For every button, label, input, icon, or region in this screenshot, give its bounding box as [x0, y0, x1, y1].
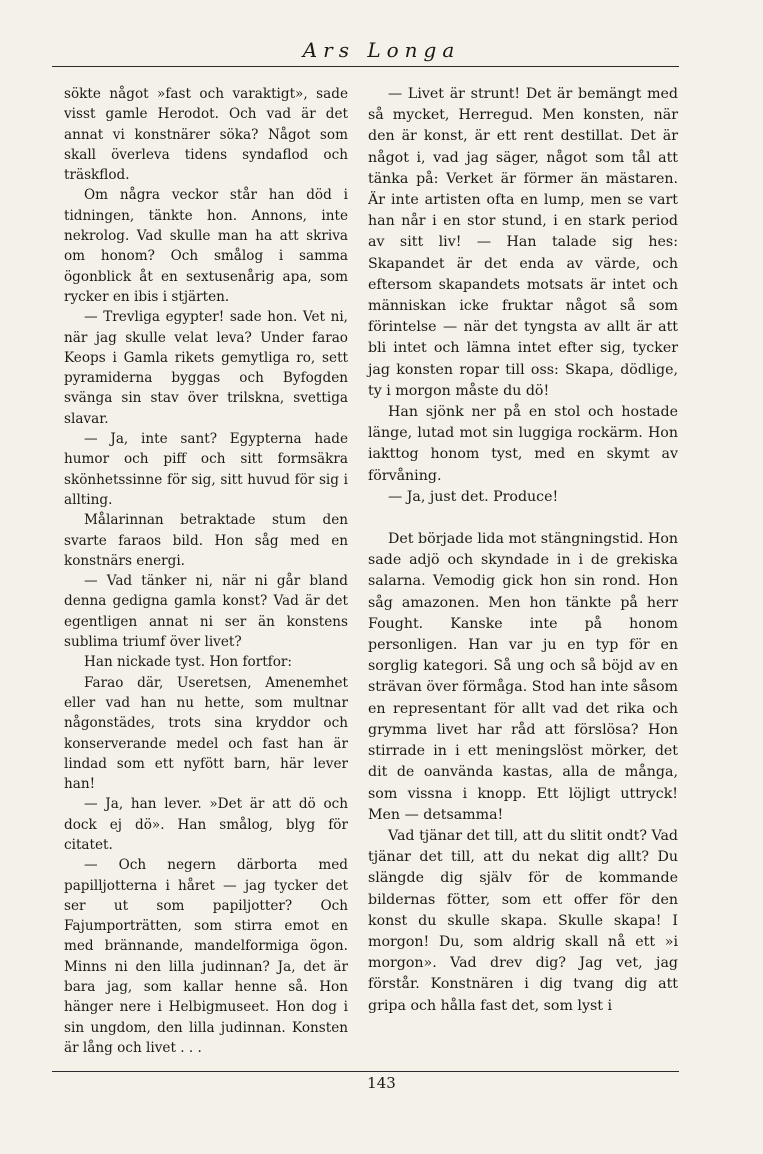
paragraph: — Vad tänker ni, när ni går bland denna gedigna gamla konst? Vad är det egentligen annat ni ser än konstens sublima triumf över livet?	[64, 573, 348, 651]
left-column	[64, 84, 348, 1058]
paragraph: Om några veckor står han död i tidningen, tänkte hon. Annons, inte nekrolog. Vad skulle man ha att skriva om honom? Och smålog i samma ögonblick åt en sextusenårig apa, som rycker en ibis i stjärten.	[64, 187, 348, 305]
paragraph: — Och negern därborta med papilljotterna i håret — jag tycker det ser ut som papiljotter? Och Fajumporträtten, som stirra emot en med brännande, mandelformiga ögon. Minns ni den lilla judinnan? Ja, det är bara jag, som kallar henne så. Hon hänger nere i Helbigmuseet. Hon dog i sin ungdom, den lilla judinnan. Konsten är lång och livet . . .	[64, 857, 348, 1056]
paragraph: — Livet är strunt! Det är bemängt med så mycket, Herregud. Men konsten, när den är konst, är ett rent destillat. Det är något i, vad jag säger, något som tål att tänka på: Verket är förmer än mästaren. Är inte artisten ofta en lump, men se vart han når i en stor stund, i en stark period av sitt liv! — Han talade sig hes: Skapandet är det enda av värde, och eftersom skapandets motsats är intet och människan icke fruktar något så som förintelse — när det tyngsta av allt är att bli intet och lämna intet efter sig, tycker jag konsten ropar till oss: Skapa, dödlige, ty i morgon måste du dö!	[368, 86, 678, 399]
running-header: Ars Longa	[302, 38, 461, 62]
paragraph: Han sjönk ner på en stol och hostade länge, lutad mot sin luggiga rockärm. Hon iakttog honom tyst, med en skymt av förvåning.	[368, 404, 678, 484]
right-column	[368, 84, 678, 1017]
paragraph: Det började lida mot stängningstid. Hon sade adjö och skyndade in i de grekiska salarna. Vemodig gick hon sin rond. Hon såg amazonen. Men hon tänkte på herr Fought. Kanske inte på honom personligen. Han var ju en typ för en sorglig kategori. Så ung och så böjd av en strävan över förmåga. Stod han inte såsom en representant för allt vad det rika och grymma livet har råd att förslösa? Hon stirrade in i ett meningslöst mörker, det dit de oanvända kastas, alla de många, som vissna i knopp. Ett löjligt uttryck! Men — detsamma!	[368, 531, 678, 823]
footer-rule	[52, 1071, 679, 1072]
paragraph: Vad tjänar det till, att du slitit ondt? Vad tjänar det till, att du nekat dig allt? Du slängde dig själv för de kommande bildernas fötter, som ett offer för den konst du skulle skapa. Skulle skapa! I morgon! Du, som aldrig skall nå ett »i morgon». Vad drev dig? Jag vet, jag förstår. Konstnären i dig tvang dig att gripa och hålla fast det, som lyst i	[368, 827, 678, 1014]
paragraph: Han nickade tyst. Hon fortfor:	[84, 654, 292, 671]
page-number: 143	[367, 1074, 396, 1092]
paragraph: — Ja, just det. Produce!	[388, 488, 559, 505]
paragraph: — Ja, han lever. »Det är att dö och dock ej dö». Han smålog, blyg för citatet.	[64, 796, 348, 853]
header-rule	[52, 66, 679, 67]
paragraph: — Trevliga egypter! sade hon. Vet ni, när jag skulle velat leva? Under farao Keops i Gamla rikets gemytliga ro, sett pyramiderna byggas och Byfogden svänga sin stav över trilskna, svettiga slavar.	[64, 309, 348, 427]
paragraph: Målarinnan betraktade stum den svarte faraos bild. Hon såg med en konstnärs energi.	[64, 512, 348, 569]
paragraph: Farao där, Useretsen, Amenemhet eller vad han nu hette, som multnar någonstädes, trots sina kryddor och konserverande medel och fast han är lindad som ett nyfött barn, här lever han!	[64, 674, 348, 793]
paragraph: sökte något »fast och varaktigt», sade visst gamle Herodot. Och vad är det annat vi konstnärer söka? Något som skall överleva tidens syndaflod och träskflod.	[64, 86, 348, 184]
paragraph: — Ja, inte sant? Egypterna hade humor och piff och sitt formsäkra skönhetssinne för sig, sitt huvud för sig i allting.	[64, 431, 348, 508]
